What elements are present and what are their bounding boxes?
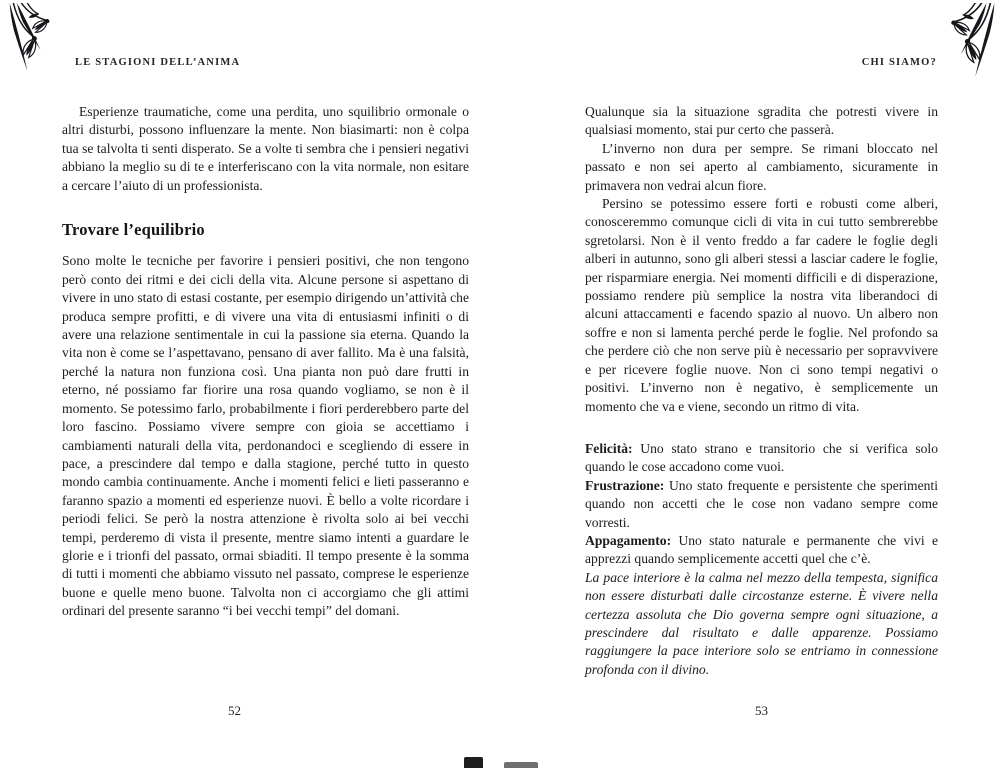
snowdrop-illustration-left	[8, 3, 82, 84]
left-page-intro-paragraph: Esperienze traumatiche, come una perdita, uno squilibrio ormonale o altri disturbi, possono influenzare la mente. Non biasimarti: non è colpa tua se talvolta ti senti disperato. Se a volte ti sembra che i pensieri negativi abbiano la meglio su di te e interferiscano con la vita normale, non esitare a cercare l’aiuto di un professionista.	[62, 104, 469, 193]
page-number-left: 52	[228, 703, 241, 718]
inner-peace-quote: La pace interiore è la calma nel mezzo della tempesta, significa non essere disturbati dalle circostanze esterne. È vivere nella certezza assoluta che Dio governa sempre ogni situazione, a prescindere dal risultato e dalle apparenze. Possiamo raggiungere la pace interiore solo se entriamo in connessione profonda con il divino.	[585, 569, 938, 677]
left-page-text-column	[62, 103, 469, 621]
definition-text: Uno stato naturale e permanente che vivi e apprezzi quando semplicemente accetti quel che c’è.	[585, 532, 938, 567]
running-head-left-page: LE STAGIONI DELL’ANIMA	[75, 57, 241, 68]
definition-appagamento	[585, 532, 938, 569]
right-page-paragraph: L’inverno non dura per sempre. Se rimani bloccato nel passato e non sei aperto al cambiamento, sicuramente in primavera non vedrai alcun fiore.	[585, 140, 938, 193]
definition-term: Appagamento:	[585, 532, 672, 548]
right-page-paragraph: Qualunque sia la situazione sgradita che potresti vivere in qualsiasi momento, stai pur certo che passerà.	[585, 104, 938, 138]
definition-text: Uno stato strano e transitorio che si verifica solo quando le cose accadono come vuoi.	[585, 440, 938, 475]
left-page-body-paragraph: Sono molte le tecniche per favorire i pensieri positivi, che non tengono però conto dei ritmi e dei cicli della vita. Alcune persone si aspettano di vivere in uno stato di estasi costante, per esempio dirigendo un’attività che produca sempre profitti, e di vivere una vita di entusiasmi infiniti o di avere una relazione sentimentale in cui la passione sia eterna. Quando la vita non è come se l’aspettavano, pensano di aver fallito. Ma è una falsità, perché la natura non funziona così. Una pianta non può dare frutti in eterno, né possiamo far fiorire una rosa quando vogliamo, se non è il momento. Se potessimo farlo, probabilmente i fiori perderebbero parte del loro fascino. Possiamo vivere sempre con gioia se accettiamo i cambiamenti naturali della vita, perdonandoci e scegliendo di essere in pace, a prescindere dal tempo e dalla stagione, perché tutto in questo mondo cambia continuamente. Anche i momenti felici e lieti passeranno e faranno spazio a momenti ed esperienze nuovi. È bello a volte ricordare i periodi felici. Se però la nostra attenzione è rivolta solo ai bei vecchi tempi, perderemo di vista il presente, mentre siamo intenti a guardare le glorie e i trionfi del passato, ormai sbiaditi. Il tempo presente è la somma di tutti i momenti che abbiamo vissuto nel passato, comprese le esperienze buone e quelle meno buone. Talvolta non ci accorgiamo che gli attimi ordinari del presente saranno “i bei vecchi tempi” del domani.	[62, 253, 469, 619]
section-heading: Trovare l’equilibrio	[62, 220, 205, 240]
page-number-right: 53	[755, 703, 768, 718]
cropped-toolbar-button[interactable]	[504, 762, 538, 768]
definitions-block	[585, 440, 938, 569]
snowdrop-illustration-right	[916, 3, 996, 91]
definition-term: Felicità:	[585, 440, 633, 456]
definition-felicita	[585, 440, 938, 477]
definition-frustrazione	[585, 477, 938, 532]
right-page-paragraph: Persino se potessimo essere forti e robusti come alberi, conosceremmo comunque cicli di vita in cui tutto sembrerebbe sgretolarsi. Non è il vento freddo a far cadere le foglie degli alberi in autunno, sono gli alberi stessi a lasciar cadere le foglie, per risparmiare energia. Nei momenti difficili e di disperazione, possiamo rendere più semplice la nostra vita liberandoci di alcuni attaccamenti e facendo spazio al nuovo. Un albero non soffre e non si lamenta perché perde le foglie. Nel profondo sa che perdere ciò che non serve più è necessario per sopravvivere e per ricevere foglie nuove. Non ci sono tempi negativi o positivi. L’inverno non è negativo, è semplicemente un momento che va e viene, secondo un ritmo di vita.	[585, 196, 938, 414]
cropped-toolbar-button[interactable]	[464, 757, 483, 768]
right-page-text-column	[585, 103, 938, 679]
running-head-right-page: CHI SIAMO?	[861, 57, 937, 68]
definition-text: Uno stato frequente e persistente che sperimenti quando non accetti che le cose non vadano sempre come vorresti.	[585, 477, 938, 530]
definition-term: Frustrazione:	[585, 477, 665, 493]
